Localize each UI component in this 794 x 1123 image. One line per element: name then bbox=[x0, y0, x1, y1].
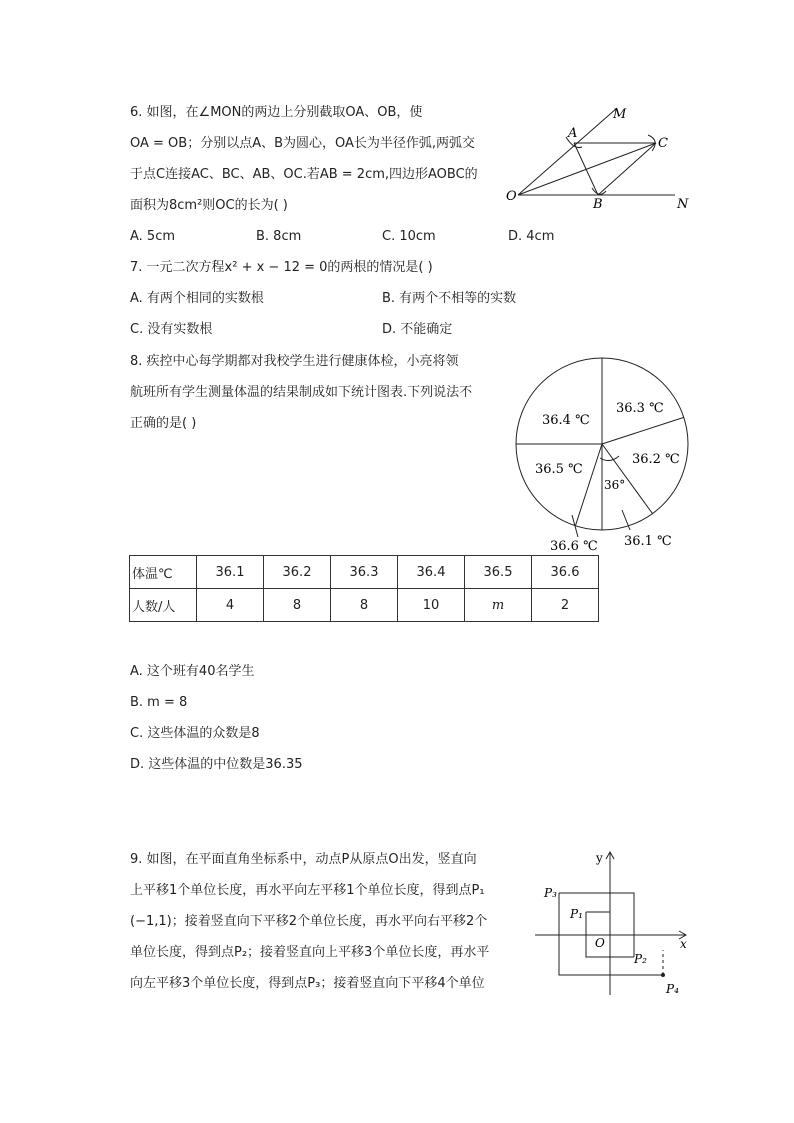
table-cell: m bbox=[465, 589, 532, 622]
pie-label-36-6: 36.6 ℃ bbox=[550, 539, 598, 554]
segment-bc bbox=[598, 143, 656, 195]
label-p3: P₃ bbox=[544, 886, 557, 900]
pie-label-36-2: 36.2 ℃ bbox=[632, 452, 680, 467]
q8-option-b: B. m = 8 bbox=[130, 695, 188, 710]
q7-option-d: D. 不能确定 bbox=[382, 322, 453, 337]
table-cell: 2 bbox=[532, 589, 599, 622]
q6-option-a: A. 5cm bbox=[130, 229, 176, 244]
table-cell: 36.4 bbox=[398, 556, 465, 589]
pie-slice-boundary bbox=[575, 444, 602, 526]
table-cell: 8 bbox=[264, 589, 331, 622]
label-b: B bbox=[593, 197, 603, 212]
angle-label: 36° bbox=[604, 478, 626, 492]
arc-b bbox=[592, 188, 606, 194]
q8-table bbox=[129, 555, 599, 622]
q8-option-d: D. 这些体温的中位数是36.35 bbox=[130, 757, 303, 772]
pie-slice-boundary bbox=[602, 417, 684, 444]
label-o: O bbox=[506, 189, 517, 204]
q9-line-1: 9. 如图，在平面直角坐标系中，动点P从原点O出发，竖直向 bbox=[130, 852, 477, 867]
table-cell: 8 bbox=[331, 589, 398, 622]
q6-option-b: B. 8cm bbox=[256, 229, 302, 244]
label-p4: P₄ bbox=[666, 982, 679, 996]
angle-arc bbox=[600, 456, 619, 461]
label-y: y bbox=[596, 851, 603, 865]
pie-label-36-5: 36.5 ℃ bbox=[535, 462, 583, 477]
q8-pie-chart bbox=[502, 350, 702, 554]
table-cell: 4 bbox=[197, 589, 264, 622]
q8-line-1: 8. 疾控中心每学期都对我校学生进行健康体检，小亮将领 bbox=[130, 354, 459, 369]
q9-line-3: (−1,1)；接着竖直向下平移2个单位长度，再水平向右平移2个 bbox=[130, 914, 488, 929]
pie-label-36-1: 36.1 ℃ bbox=[624, 534, 672, 549]
path-p3-p4 bbox=[559, 893, 663, 975]
table-cell: 36.3 bbox=[331, 556, 398, 589]
label-p1: P₁ bbox=[570, 907, 583, 921]
label-n: N bbox=[677, 197, 689, 212]
label-o: O bbox=[595, 936, 605, 950]
table-row bbox=[130, 589, 599, 622]
path-p0-p1 bbox=[586, 912, 610, 935]
q6-line-4: 面积为8cm²则OC的长为( ) bbox=[130, 198, 288, 213]
q8-line-2: 航班所有学生测量体温的结果制成如下统计图表.下列说法不 bbox=[130, 385, 473, 400]
q7-stem: 7. 一元二次方程x² + x − 12 = 0的两根的情况是( ) bbox=[130, 260, 433, 275]
label-m: M bbox=[613, 107, 627, 122]
q6-figure bbox=[500, 100, 700, 210]
label-c: C bbox=[658, 136, 668, 151]
table-cell: 36.1 bbox=[197, 556, 264, 589]
ray-om bbox=[518, 108, 617, 195]
label-p2: P₂ bbox=[634, 952, 647, 966]
table-row bbox=[130, 556, 599, 589]
segment-oc bbox=[518, 143, 656, 195]
q9-line-5: 向左平移3个单位长度，得到点P₃；接着竖直向下平移4个单位 bbox=[130, 976, 485, 991]
q8-line-3: 正确的是( ) bbox=[130, 416, 197, 431]
table-cell: 36.5 bbox=[465, 556, 532, 589]
table-cell: 36.2 bbox=[264, 556, 331, 589]
q8-option-c: C. 这些体温的众数是8 bbox=[130, 726, 260, 741]
q7-option-a: A. 有两个相同的实数根 bbox=[130, 291, 264, 306]
pie-label-36-4: 36.4 ℃ bbox=[542, 413, 590, 428]
pie-label-36-3: 36.3 ℃ bbox=[616, 401, 664, 416]
q6-line-3: 于点C连接AC、BC、AB、OC.若AB = 2cm,四边形AOBC的 bbox=[130, 167, 478, 182]
q6-line-2: OA = OB；分别以点A、B为圆心，OA长为半径作弧,两弧交 bbox=[130, 136, 476, 151]
q8-option-a: A. 这个班有40名学生 bbox=[130, 664, 255, 679]
point-p4 bbox=[661, 973, 665, 977]
q9-figure bbox=[530, 845, 700, 1000]
q6-option-c: C. 10cm bbox=[382, 229, 436, 244]
label-a: A bbox=[568, 126, 578, 141]
q6-line-1: 6. 如图，在∠MON的两边上分别截取OA、OB，使 bbox=[130, 105, 423, 120]
q9-line-4: 单位长度，得到点P₂；接着竖直向上平移3个单位长度，再水平 bbox=[130, 945, 490, 960]
q7-option-c: C. 没有实数根 bbox=[130, 322, 213, 337]
q7-option-b: B. 有两个不相等的实数 bbox=[382, 291, 517, 306]
label-x: x bbox=[680, 937, 687, 951]
table-cell: 36.6 bbox=[532, 556, 599, 589]
table-cell: 10 bbox=[398, 589, 465, 622]
q6-option-d: D. 4cm bbox=[508, 229, 555, 244]
q9-line-2: 上平移1个单位长度，再水平向左平移1个单位长度，得到点P₁ bbox=[130, 883, 485, 898]
table-cell: 体温℃ bbox=[130, 556, 197, 589]
table-cell: 人数/人 bbox=[130, 589, 197, 622]
